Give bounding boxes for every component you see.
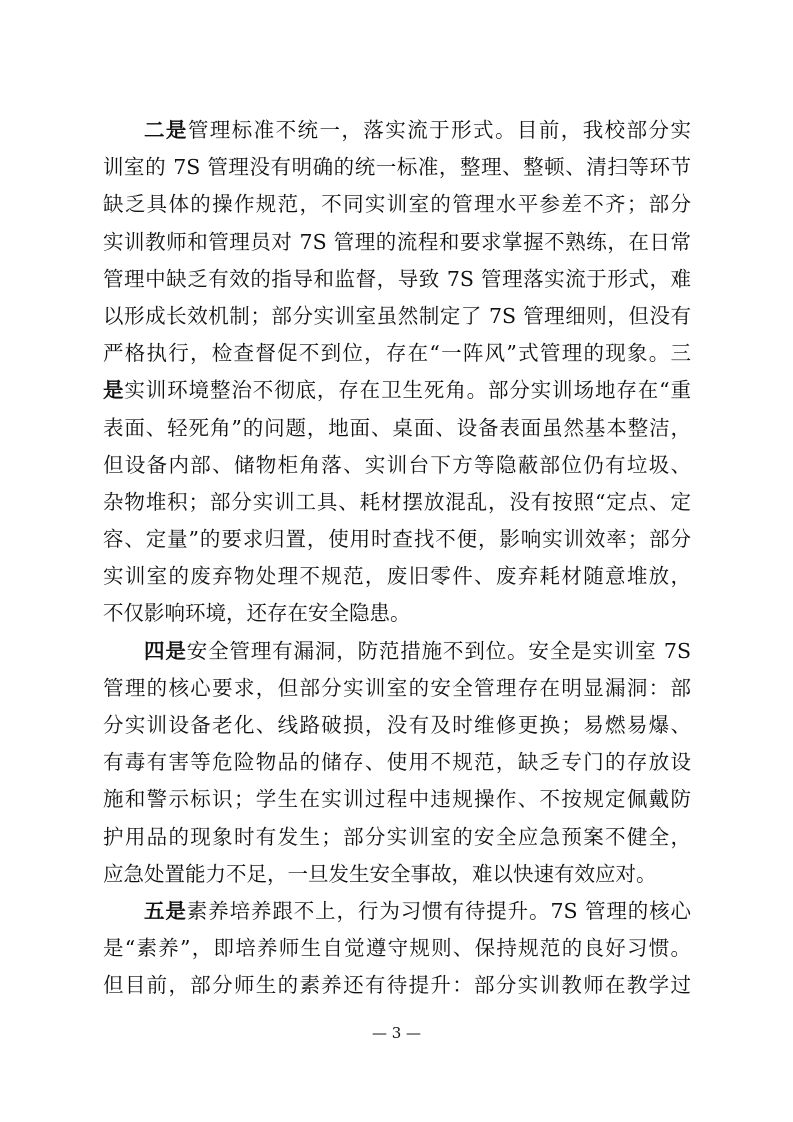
text-line: 二是管理标准不统一，落实流于形式。目前，我校部分实 bbox=[144, 118, 691, 142]
lead-phrase: 二是 bbox=[144, 118, 188, 142]
body-text bbox=[103, 112, 691, 1005]
text-line: 不仅影响环境，还存在安全隐患。 bbox=[103, 601, 411, 626]
text-line: 施和警示标识；学生在实训过程中违规操作、不按规定佩戴防 bbox=[103, 787, 691, 812]
lead-phrase: 五是 bbox=[144, 898, 187, 923]
text-line: 表面、轻死角”的问题，地面、桌面、设备表面虽然基本整洁， bbox=[103, 415, 691, 440]
text-line: 杂物堆积；部分实训工具、耗材摆放混乱，没有按照“定点、定 bbox=[103, 489, 691, 514]
text-line: 是实训环境整治不彻底，存在卫生死角。部分实训场地存在“重 bbox=[103, 378, 691, 403]
text-line: 但目前，部分师生的素养还有待提升：部分实训教师在教学过 bbox=[103, 973, 691, 998]
text-line: 护用品的现象时有发生；部分实训室的安全应急预案不健全， bbox=[103, 824, 691, 849]
text-line: 严格执行，检查督促不到位，存在“一阵风”式管理的现象。三 bbox=[103, 341, 691, 366]
text-line: 实训室的废弃物处理不规范，废旧零件、废弃耗材随意堆放， bbox=[103, 564, 691, 589]
paragraph-1 bbox=[103, 112, 691, 633]
text-line: 训室的 7S 管理没有明确的统一标准，整理、整顿、清扫等环节 bbox=[103, 155, 691, 180]
page-number: — 3 — bbox=[371, 1024, 422, 1042]
text-line: 但设备内部、储物柜角落、实训台下方等隐蔽部位仍有垃圾、 bbox=[103, 452, 691, 477]
paragraph-2 bbox=[103, 633, 691, 893]
lead-phrase: 四是 bbox=[144, 638, 187, 663]
paragraph-3 bbox=[103, 893, 691, 1005]
text-line: 应急处置能力不足，一旦发生安全事故，难以快速有效应对。 bbox=[103, 861, 657, 886]
text-line: 缺乏具体的操作规范，不同实训室的管理水平参差不齐；部分 bbox=[103, 192, 691, 217]
text-line: 管理中缺乏有效的指导和监督，导致 7S 管理落实流于形式，难 bbox=[103, 266, 691, 291]
lead-phrase: 是 bbox=[103, 378, 125, 403]
text-line: 容、定量”的要求归置，使用时查找不便，影响实训效率；部分 bbox=[103, 527, 691, 552]
text-line: 以形成长效机制；部分实训室虽然制定了 7S 管理细则，但没有 bbox=[103, 303, 691, 328]
text-line: 有毒有害等危险物品的储存、使用不规范，缺乏专门的存放设 bbox=[103, 750, 691, 775]
text-line: 五是素养培养跟不上，行为习惯有待提升。7S 管理的核心 bbox=[144, 898, 692, 923]
text-line: 是“素养”，即培养师生自觉遵守规则、保持规范的良好习惯。 bbox=[103, 936, 691, 961]
text-line: 管理的核心要求，但部分实训室的安全管理存在明显漏洞：部 bbox=[103, 675, 691, 700]
text-line: 四是安全管理有漏洞，防范措施不到位。安全是实训室 7S bbox=[144, 638, 691, 663]
text-line: 分实训设备老化、线路破损，没有及时维修更换；易燃易爆、 bbox=[103, 713, 691, 737]
text-line: 实训教师和管理员对 7S 管理的流程和要求掌握不熟练，在日常 bbox=[103, 229, 691, 254]
